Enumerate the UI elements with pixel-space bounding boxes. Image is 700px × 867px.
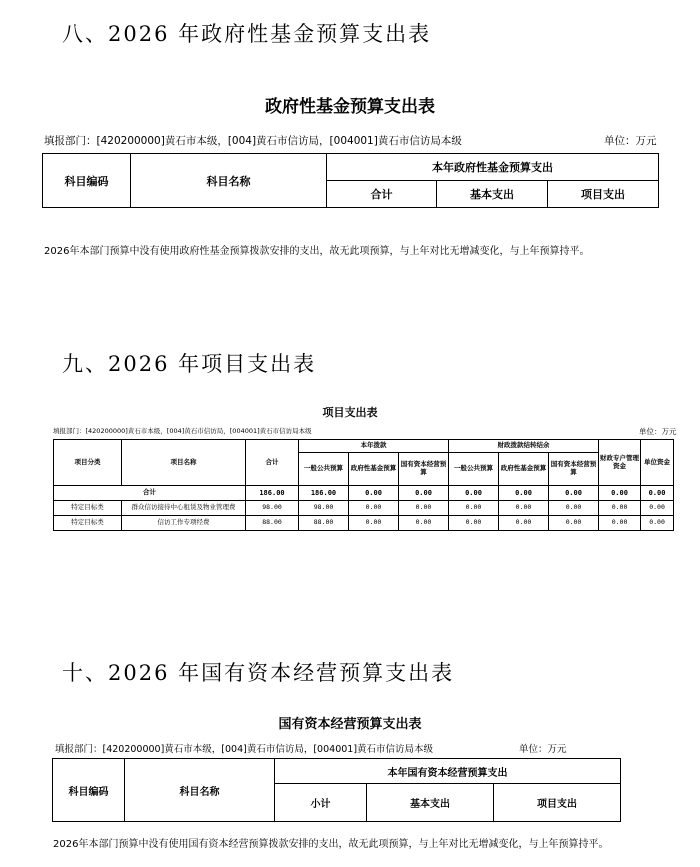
- total-cell: 186.00: [246, 486, 299, 501]
- header-code: 科目编码: [43, 154, 131, 208]
- row-cell: 98.00: [299, 501, 349, 516]
- total-cell: 0.00: [399, 486, 449, 501]
- row-category: 特定目标类: [54, 501, 122, 516]
- total-cell: 0.00: [449, 486, 499, 501]
- project-table: [53, 439, 674, 531]
- row-cell: 0.00: [549, 516, 599, 531]
- row-cell: 0.00: [641, 516, 674, 531]
- row-cell: 0.00: [449, 501, 499, 516]
- total-label: 合计: [54, 486, 246, 501]
- row-cell: 0.00: [399, 516, 449, 531]
- row-category: 特定目标类: [54, 516, 122, 531]
- fill-dept-line: [44, 133, 658, 148]
- gov-fund-table: [42, 153, 659, 208]
- header-group: 本年政府性基金预算支出: [327, 154, 659, 181]
- fill-dept: 填报部门：[420200000]黄石市本级，[004]黄石市信访局，[004001]黄石市信访局本级: [53, 427, 312, 435]
- header-group: 本年国有资本经营预算支出: [275, 759, 621, 784]
- header-total: 合计: [327, 181, 437, 208]
- header-total: 合计: [246, 440, 299, 486]
- total-row: [54, 486, 674, 501]
- header-gov-fund-b: 政府性基金预算: [499, 453, 549, 486]
- row-cell: 0.00: [349, 516, 399, 531]
- row-cell: 0.00: [449, 516, 499, 531]
- state-capital-table: [52, 758, 621, 822]
- fill-dept-line: [53, 426, 677, 436]
- row-cell: 0.00: [349, 501, 399, 516]
- header-special: 财政专户管理资金: [599, 440, 641, 486]
- header-gov-fund-a: 政府性基金预算: [349, 453, 399, 486]
- table-title-gov-fund: 政府性基金预算支出表: [265, 97, 435, 117]
- row-name: 群众信访接待中心租赁及物业管理费: [122, 501, 246, 516]
- row-cell: 0.00: [599, 501, 641, 516]
- section-heading-project: 九、2026 年项目支出表: [62, 352, 317, 376]
- fill-dept: 填报部门：[420200000]黄石市本级，[004]黄石市信访局，[004001]黄石市信访局本级: [55, 744, 434, 755]
- total-cell: 0.00: [549, 486, 599, 501]
- header-name: 科目名称: [131, 154, 327, 208]
- header-code: 科目编码: [53, 759, 125, 822]
- row-cell: 88.00: [299, 516, 349, 531]
- row-name: 信访工作专项经费: [122, 516, 246, 531]
- header-name: 项目名称: [122, 440, 246, 486]
- table-row: [54, 501, 674, 516]
- section-heading-state-capital: 十、2026 年国有资本经营预算支出表: [62, 661, 455, 685]
- table-title-state-capital: 国有资本经营预算支出表: [278, 717, 422, 732]
- row-cell: 0.00: [641, 501, 674, 516]
- header-basic: 基本支出: [437, 181, 548, 208]
- row-cell: 0.00: [499, 516, 549, 531]
- header-basic: 基本支出: [367, 784, 494, 822]
- fill-dept: 填报部门：[420200000]黄石市本级，[004]黄石市信访局，[004001]黄石市信访局本级: [44, 135, 462, 147]
- row-cell: 0.00: [599, 516, 641, 531]
- row-cell: 88.00: [246, 516, 299, 531]
- header-general-a: 一般公共预算: [299, 453, 349, 486]
- unit-label: 单位：万元: [604, 135, 657, 147]
- header-category: 项目分类: [54, 440, 122, 486]
- header-carry-group: 财政拨款结转结余: [449, 440, 599, 453]
- fill-dept-line: [55, 741, 620, 755]
- row-cell: 0.00: [549, 501, 599, 516]
- unit-label: 单位：万元: [519, 744, 567, 755]
- header-current-group: 本年拨款: [299, 440, 449, 453]
- table-row: [54, 516, 674, 531]
- gov-fund-note: 2026年本部门预算中没有使用政府性基金预算拨款安排的支出，故无此项预算，与上年对比无增减变化，与上年预算持平。: [44, 246, 590, 257]
- total-cell: 186.00: [299, 486, 349, 501]
- header-project: 项目支出: [494, 784, 621, 822]
- total-cell: 0.00: [641, 486, 674, 501]
- header-subtotal: 小计: [275, 784, 367, 822]
- header-unit-funds: 单位资金: [641, 440, 674, 486]
- row-cell: 0.00: [399, 501, 449, 516]
- header-general-b: 一般公共预算: [449, 453, 499, 486]
- unit-label: 单位：万元: [639, 427, 677, 436]
- row-cell: 98.00: [246, 501, 299, 516]
- header-name: 科目名称: [125, 759, 275, 822]
- row-cell: 0.00: [499, 501, 549, 516]
- total-cell: 0.00: [599, 486, 641, 501]
- total-cell: 0.00: [349, 486, 399, 501]
- header-state-cap-a: 国有资本经营预算: [399, 453, 449, 486]
- table-title-project: 项目支出表: [322, 406, 378, 419]
- state-capital-note: 2026年本部门预算中没有使用国有资本经营预算拨款安排的支出，故无此项预算，与上年对比无增减变化，与上年预算持平。: [53, 839, 609, 850]
- section-heading-gov-fund: 八、2026 年政府性基金预算支出表: [62, 22, 432, 46]
- total-cell: 0.00: [499, 486, 549, 501]
- header-project: 项目支出: [548, 181, 659, 208]
- header-state-cap-b: 国有资本经营预算: [549, 453, 599, 486]
